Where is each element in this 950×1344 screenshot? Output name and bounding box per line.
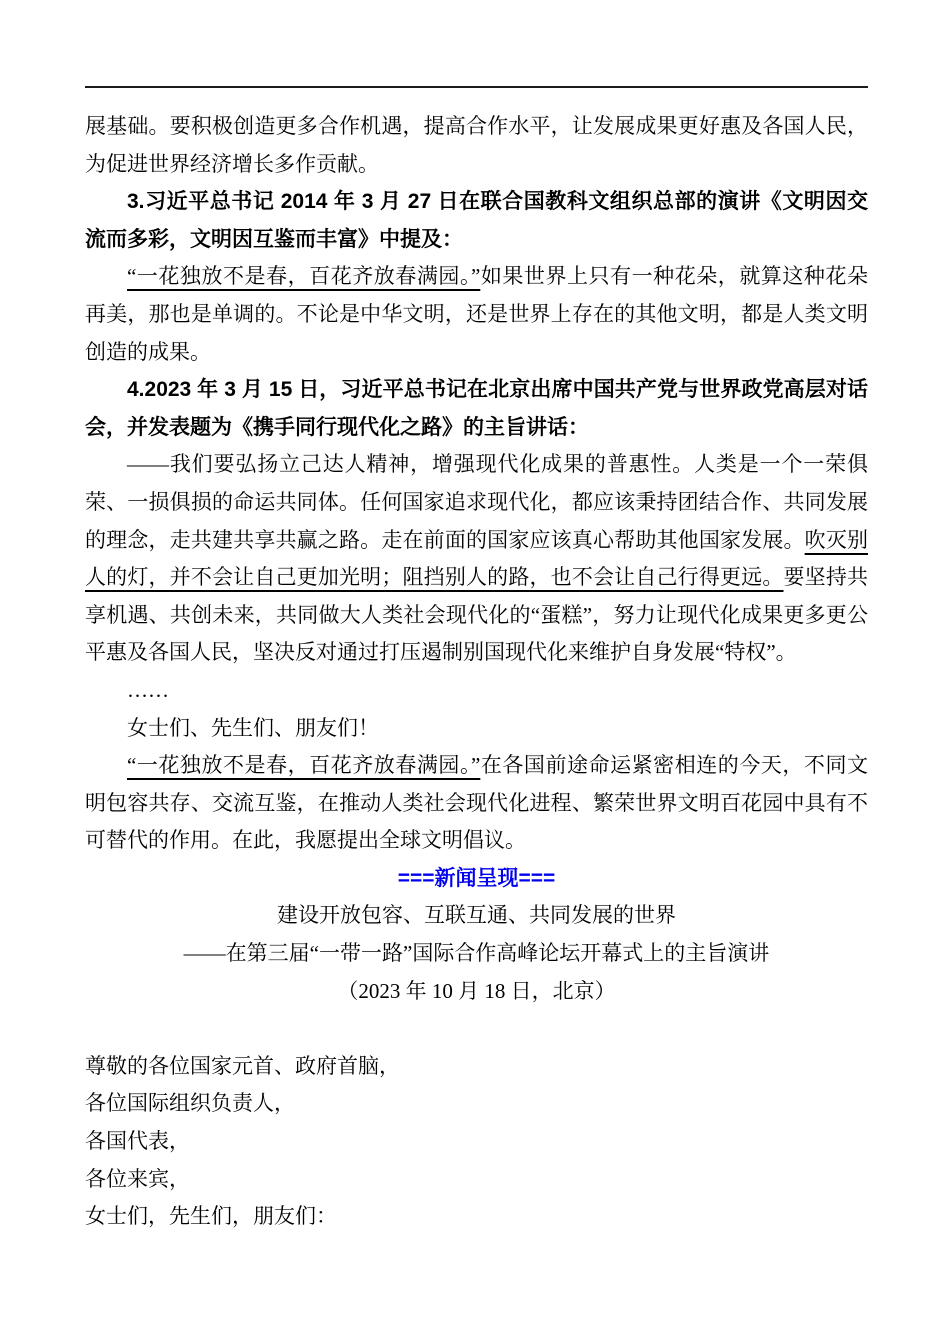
text-run: 各国代表， bbox=[85, 1129, 190, 1154]
news-section-marker bbox=[85, 860, 868, 898]
greeting-line bbox=[85, 1161, 868, 1199]
centered-title-line bbox=[85, 897, 868, 935]
text-run: 各位来宾， bbox=[85, 1166, 190, 1191]
text-run: …… bbox=[127, 677, 169, 702]
quote-paragraph bbox=[85, 108, 868, 183]
text-run: 3.习近平总书记 2014 年 3 月 27 日在联合国教科文组织总部的演讲《文明因交流而多彩，文明因互鉴而丰富》中提及： bbox=[85, 190, 868, 251]
text-run: （2023 年 10 月 18 日，北京） bbox=[337, 978, 616, 1003]
text-run: 女士们，先生们，朋友们： bbox=[85, 1204, 337, 1229]
text-run: 在各国前途命运紧密相连的今天，不同文明包容共存、交流互鉴，在推动人类社会现代化进程、繁荣世界文明百花园中具有不可替代的作用。在此，我愿提出全球文明倡议。 bbox=[85, 753, 869, 853]
text-run: 各位国际组织负责人， bbox=[85, 1091, 295, 1116]
text-run: “一花独放不是春，百花齐放春满园。” bbox=[127, 753, 481, 778]
greeting-line bbox=[85, 1123, 868, 1161]
text-run: 尊敬的各位国家元首、政府首脑， bbox=[85, 1053, 400, 1078]
page-header-rule bbox=[85, 0, 868, 88]
quote-paragraph bbox=[85, 710, 868, 748]
text-run: 吹灭别人的灯，并不会让自己更加光明；阻挡别人的路，也不会让自己行得更远。 bbox=[85, 527, 869, 590]
text-run: ——在第三届“一带一路”国际合作高峰论坛开幕式上的主旨演讲 bbox=[183, 941, 770, 966]
text-run: 建设开放包容、互联互通、共同发展的世界 bbox=[277, 903, 676, 928]
section-heading bbox=[85, 183, 868, 258]
text-run: 4.2023 年 3 月 15 日，习近平总书记在北京出席中国共产党与世界政党高层对话会，并发表题为《携手同行现代化之路》的主旨讲话： bbox=[85, 378, 868, 439]
greeting-line bbox=[85, 1085, 868, 1123]
document-body bbox=[85, 88, 868, 1236]
quote-paragraph bbox=[85, 672, 868, 710]
centered-title-line bbox=[85, 935, 868, 973]
quote-paragraph bbox=[85, 446, 868, 672]
text-run: 要坚持共享机遇、共创未来，共同做大人类社会现代化的“蛋糕”，努力让现代化成果更多更公平惠及各国人民，坚决反对通过打压遏制别国现代化来维护自身发展“特权”。 bbox=[85, 565, 868, 665]
greeting-line bbox=[85, 1198, 868, 1236]
text-run: 展基础。要积极创造更多合作机遇，提高合作水平，让发展成果更好惠及各国人民，为促进世界经济增长多作贡献。 bbox=[85, 114, 868, 176]
section-heading bbox=[85, 371, 868, 446]
quote-paragraph bbox=[85, 258, 868, 371]
centered-title-line bbox=[85, 973, 868, 1011]
greeting-line bbox=[85, 1048, 868, 1086]
quote-paragraph bbox=[85, 747, 868, 860]
text-run: ===新闻呈现=== bbox=[397, 866, 556, 890]
blank-line bbox=[85, 1010, 868, 1048]
text-run: 女士们、先生们、朋友们！ bbox=[127, 715, 379, 740]
text-run: 如果世界上只有一种花朵，就算这种花朵再美，那也是单调的。不论是中华文明，还是世界上存在的其他文明，都是人类文明创造的成果。 bbox=[85, 264, 869, 364]
text-run: “一花独放不是春，百花齐放春满园。” bbox=[127, 264, 481, 289]
text-run: ——我们要弘扬立己达人精神，增强现代化成果的普惠性。人类是一个一荣俱荣、一损俱损的命运共同体。任何国家追求现代化，都应该秉持团结合作、共同发展的理念，走共建共享共赢之路。走在前面的国家应该真心帮助其他国家发展。 bbox=[85, 452, 868, 552]
